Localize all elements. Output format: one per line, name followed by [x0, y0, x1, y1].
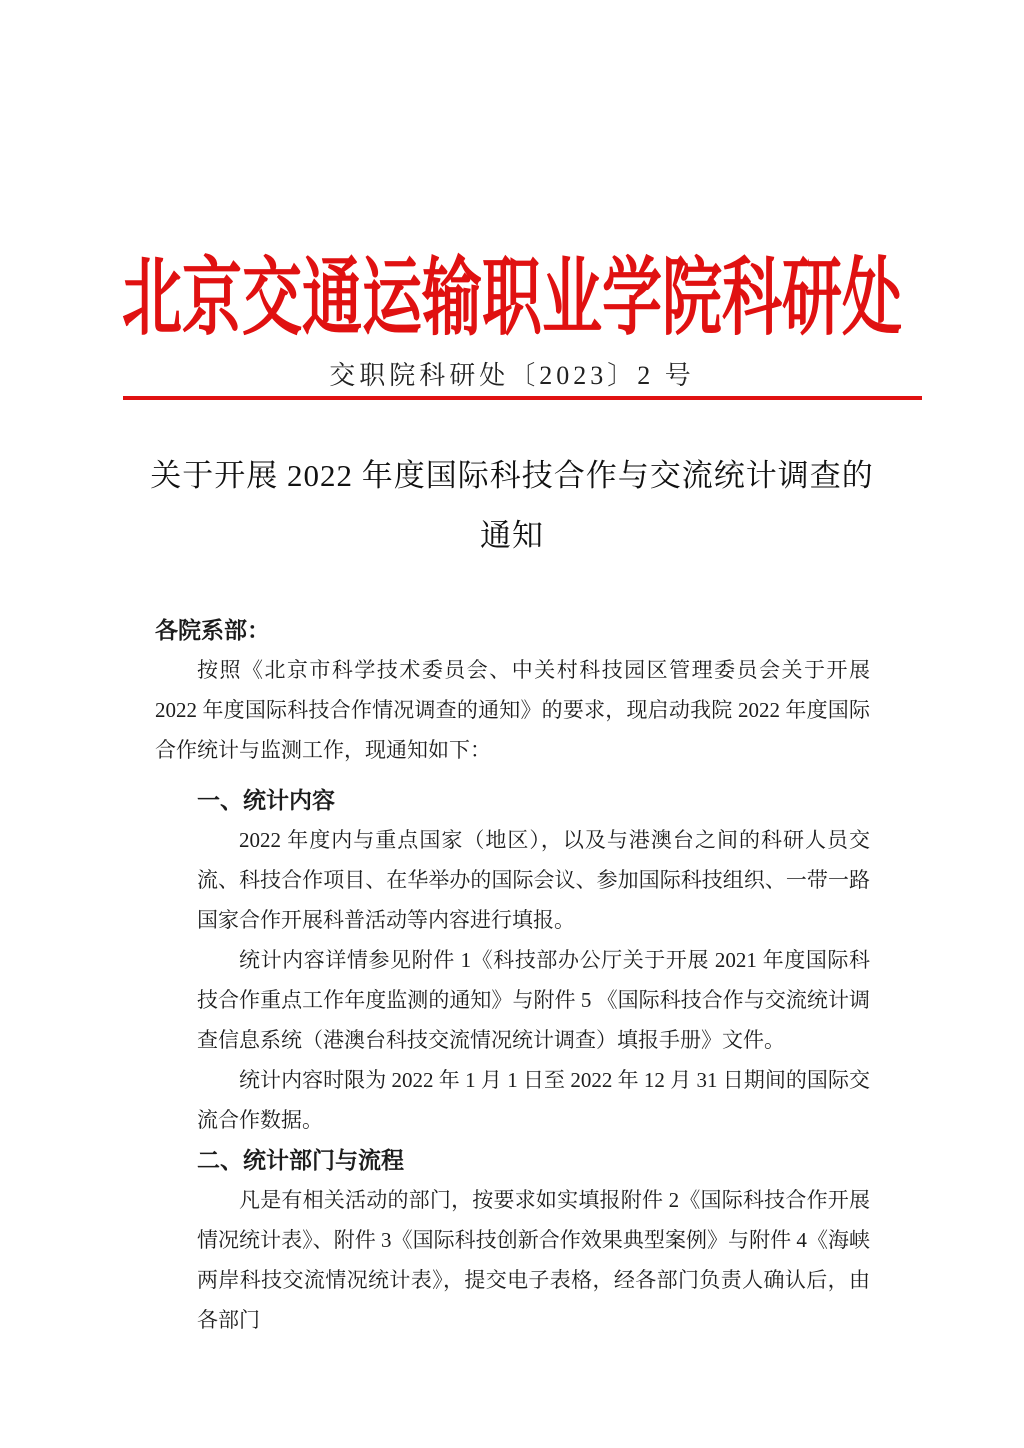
doc-number: 交职院科研处〔2023〕2 号 — [329, 361, 695, 390]
document-title-line2: 通知 — [480, 518, 544, 553]
masthead-red-divider — [123, 396, 922, 400]
masthead-org-name: 北京交通运输职业学院科研处 — [122, 251, 902, 346]
section-2-paragraph-1: 凡是有相关活动的部门，按要求如实填报附件 2《国际科技合作开展情况统计表》、附件 3《国际科技创新合作效果典型案例》与附件 4《海峡两岸科技交流情况统计表》，提交电子表格，经各部门负责人确认后，由各部门 — [197, 1188, 870, 1332]
document-title-line1: 关于开展 2022 年度国际科技合作与交流统计调查的 — [150, 458, 874, 493]
document-body — [155, 610, 870, 1340]
document-main — [0, 446, 1024, 1340]
intro-paragraph: 按照《北京市科学技术委员会、中关村科技园区管理委员会关于开展 2022 年度国际科技合作情况调查的通知》的要求，现启动我院 2022 年度国际合作统计与监测工作，现通知如下： — [155, 658, 870, 762]
salutation: 各院系部： — [155, 617, 270, 643]
section-1-paragraph-1: 2022 年度内与重点国家（地区），以及与港澳台之间的科研人员交流、科技合作项目、在华举办的国际会议、参加国际科技组织、一带一路国家合作开展科普活动等内容进行填报。 — [197, 828, 870, 932]
section-1-heading: 一、统计内容 — [197, 787, 335, 813]
section-2-heading: 二、统计部门与流程 — [197, 1147, 404, 1173]
section-1-paragraph-2: 统计内容详情参见附件 1《科技部办公厅关于开展 2021 年度国际科技合作重点工作年度监测的通知》与附件 5 《国际科技合作与交流统计调查信息系统（港澳台科技交流情况统计调查）填报手册》文件。 — [197, 948, 870, 1052]
section-1-paragraph-3: 统计内容时限为 2022 年 1 月 1 日至 2022 年 12 月 31 日期间的国际交流合作数据。 — [197, 1068, 870, 1132]
masthead — [0, 247, 1024, 400]
document-title — [0, 446, 1024, 566]
